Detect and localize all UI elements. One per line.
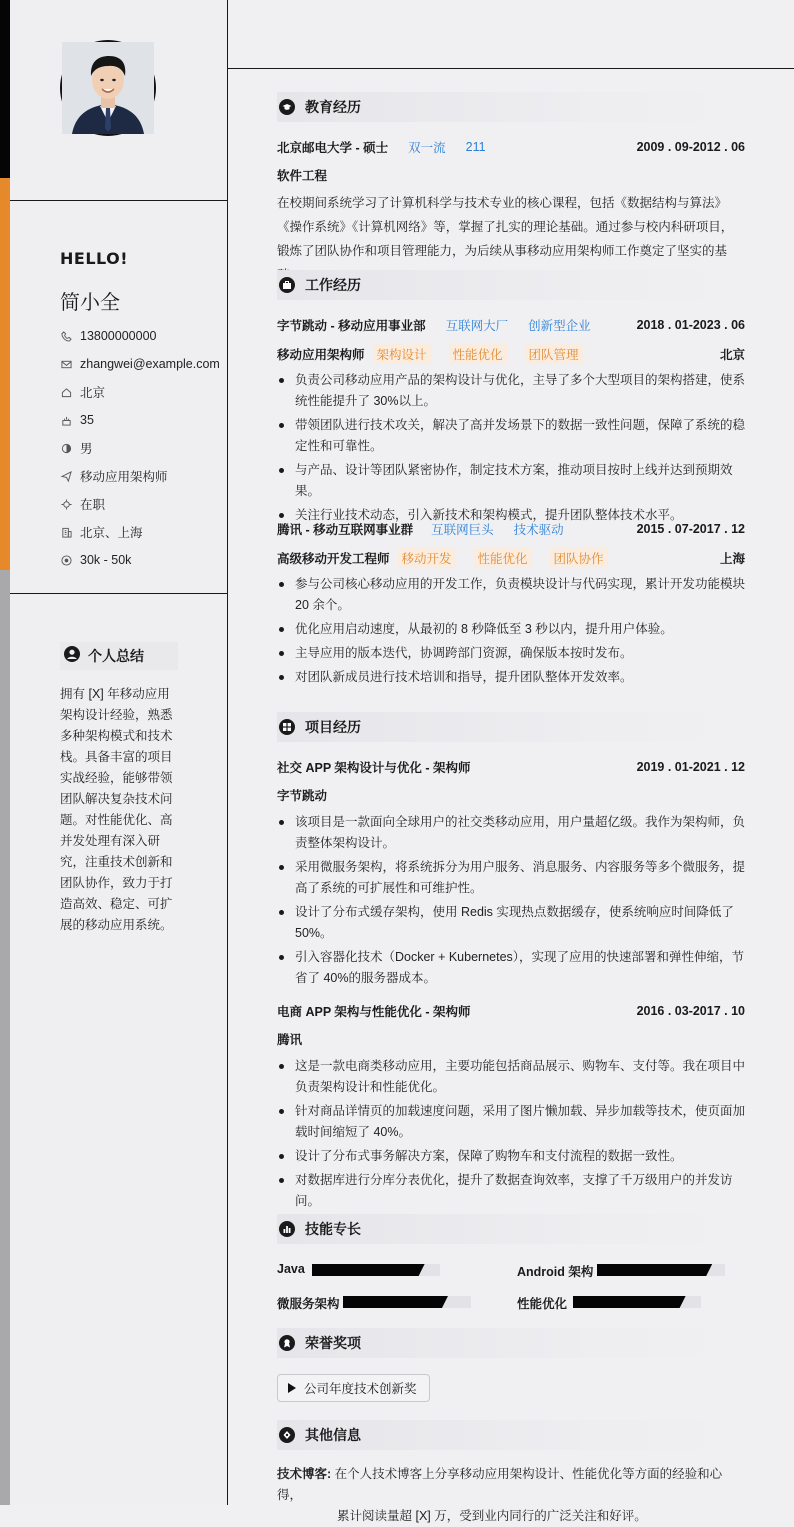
list-item: 引入容器化技术（Docker + Kubernetes），实现了应用的快速部署和弹性伸缩，节省了 40%的服务器成本。	[277, 947, 745, 989]
skill-item	[277, 1294, 340, 1312]
info-text: 35	[80, 413, 94, 427]
section-title: 其他信息	[305, 1427, 361, 1443]
list-item: 该项目是一款面向全球用户的社交类移动应用，用户量超亿级。我作为架构师，负责整体架构设计。	[277, 812, 745, 854]
education-description: 在校期间系统学习了计算机科学与技术专业的核心课程，包括《数据结构与算法》《操作系统》《计算机网络》等，掌握了扎实的理论基础。通过参与校内科研项目，锻炼了团队协作和项目管理能力，为后续从事移动应用架构师工作奠定了坚实的基	[277, 196, 734, 258]
work-bullets	[277, 574, 745, 691]
info-location	[60, 378, 220, 406]
hello-heading: HELLO!	[60, 249, 129, 268]
gender-icon	[60, 442, 72, 454]
info-phone	[60, 322, 220, 350]
home-icon	[60, 386, 72, 398]
skill-tag: 团队协作	[550, 548, 608, 568]
major: 软件工程	[277, 169, 328, 183]
skill-tag: 架构设计	[373, 344, 431, 364]
skill-bar-fill	[597, 1264, 712, 1276]
skill-name: 性能优化	[517, 1297, 568, 1311]
project-period: 2019 . 01-2021 . 12	[636, 760, 745, 774]
other-text: 在个人技术博客上分享移动应用架构设计、性能优化等方面的经验和心得，	[277, 1467, 723, 1502]
school-tag: 211	[465, 140, 486, 154]
building-icon	[60, 526, 72, 538]
sidebar	[10, 0, 228, 1505]
skill-name: Android 架构	[517, 1265, 594, 1279]
list-item: 带领团队进行技术攻关，解决了高并发场景下的数据一致性问题，保障了系统的稳定性和可靠性。	[277, 415, 745, 457]
project-name: 社交 APP 架构设计与优化 - 架构师	[277, 761, 471, 775]
project-period: 2016 . 03-2017 . 10	[636, 1004, 745, 1018]
education-major-row	[277, 166, 745, 184]
work-bullets	[277, 370, 745, 529]
summary-title: 个人总结	[88, 648, 144, 664]
info-text: 移动应用架构师	[80, 470, 168, 484]
other-heading	[277, 1420, 745, 1450]
skill-bar	[597, 1264, 725, 1276]
info-text: zhangwei@example.com	[80, 357, 220, 371]
company-name: 字节跳动 - 移动应用事业部	[277, 319, 426, 333]
section-title: 工作经历	[305, 277, 361, 293]
award-icon	[279, 1335, 295, 1351]
list-item: 主导应用的版本迭代，协调跨部门资源，确保版本按时发布。	[277, 643, 745, 664]
project-bullets	[277, 812, 745, 992]
company-tag: 创新型企业	[528, 319, 591, 333]
project-row	[277, 758, 745, 776]
stripe-black	[0, 0, 10, 178]
skill-bar	[343, 1296, 471, 1308]
avatar-portrait	[62, 42, 154, 134]
info-text: 在职	[80, 498, 106, 512]
info-salary	[60, 546, 220, 574]
salary-icon	[60, 554, 72, 566]
skill-bar-fill	[312, 1264, 425, 1276]
bar-chart-icon	[279, 1221, 295, 1237]
list-item: 关注行业技术动态，引入新技术和架构模式，提升团队整体技术水平。	[277, 505, 745, 526]
info-text: 13800000000	[80, 329, 157, 343]
info-cities	[60, 518, 220, 546]
section-title: 技能专长	[305, 1221, 361, 1237]
award-name: 公司年度技术创新奖	[304, 1382, 417, 1396]
work-city: 北京	[719, 348, 745, 362]
skill-item	[517, 1294, 567, 1312]
skill-item	[277, 1262, 305, 1276]
sidebar-divider	[10, 593, 227, 594]
company-tag: 互联网大厂	[445, 319, 509, 333]
user-circle-icon	[64, 646, 80, 667]
education-school-row	[277, 138, 745, 156]
skills-heading	[277, 1214, 745, 1244]
list-item: 这是一款电商类移动应用，主要功能包括商品展示、购物车、支付等。我在项目中负责架构设计和性能优化。	[277, 1056, 745, 1098]
list-item: 参与公司核心移动应用的开发工作，负责模块设计与代码实现，累计开发功能模块 20 余个。	[277, 574, 745, 616]
skill-bar-fill	[343, 1296, 448, 1308]
list-item: 与产品、设计等团队紧密协作，制定技术方案，推动项目按时上线并达到预期效果。	[277, 460, 745, 502]
stripe-gray	[0, 570, 10, 1505]
awards-heading	[277, 1328, 745, 1358]
work-role-row	[277, 344, 745, 364]
info-gender	[60, 434, 220, 462]
skill-bar	[573, 1296, 701, 1308]
info-text: 北京	[80, 386, 106, 400]
list-item: 对团队新成员进行技术培训和指导，提升团队整体开发效率。	[277, 667, 745, 688]
role-title: 移动应用架构师	[277, 348, 365, 362]
cake-icon	[60, 414, 72, 426]
projects-heading	[277, 712, 745, 742]
info-position	[60, 462, 220, 490]
education-period: 2009 . 09-2012 . 06	[636, 140, 745, 154]
phone-icon	[60, 330, 72, 342]
status-icon	[60, 498, 72, 510]
list-item: 优化应用启动速度，从最初的 8 秒降低至 3 秒以内，提升用户体验。	[277, 619, 745, 640]
work-period: 2015 . 07-2017 . 12	[636, 522, 745, 536]
info-status	[60, 490, 220, 518]
skill-bar-fill	[573, 1296, 686, 1308]
candidate-name: 简小全	[60, 292, 120, 314]
work-company-row	[277, 316, 745, 334]
summary-text: 拥有 [X] 年移动应用架构设计经验，熟悉多种架构模式和技术栈。具备丰富的项目实战经验，能够带领团队解决复杂技术问题。对性能优化、高并发处理有深入研究，注重技术创新和团队协作，致力于打造高效、稳定、可扩展的移动应用系统。	[60, 687, 173, 932]
list-item: 针对商品详情页的加载速度问题，采用了图片懒加载、异步加载等技术，使页面加载时间缩短了 40%。	[277, 1101, 745, 1143]
project-name: 电商 APP 架构与性能优化 - 架构师	[277, 1005, 471, 1019]
skill-tag: 性能优化	[474, 548, 532, 568]
section-title: 教育经历	[305, 99, 361, 115]
other-info	[277, 1464, 745, 1527]
contact-info-list	[60, 322, 220, 574]
skill-name: 微服务架构	[277, 1297, 340, 1311]
skill-item	[517, 1262, 593, 1280]
work-company-row	[277, 520, 745, 538]
color-stripe	[0, 0, 10, 1505]
briefcase-icon	[279, 277, 295, 293]
list-item: 负责公司移动应用产品的架构设计与优化，主导了多个大型项目的架构搭建，使系统性能提升了 30%以上。	[277, 370, 745, 412]
other-label: 技术博客:	[277, 1467, 332, 1481]
header-rule	[228, 68, 794, 69]
section-title: 项目经历	[305, 719, 361, 735]
education-heading	[277, 92, 745, 122]
project-bullets	[277, 1056, 745, 1215]
school-name: 北京邮电大学 - 硕士	[277, 141, 389, 155]
grid-icon	[279, 719, 295, 735]
work-city: 上海	[719, 552, 745, 566]
work-role-row	[277, 548, 745, 568]
send-icon	[60, 470, 72, 482]
play-icon	[288, 1383, 296, 1393]
skill-tag: 移动开发	[398, 548, 456, 568]
project-company-row	[277, 1030, 745, 1048]
info-icon	[279, 1427, 295, 1443]
info-text: 30k - 50k	[80, 553, 132, 567]
sidebar-divider	[10, 200, 227, 201]
other-text-cont: 累计阅读量超 [X] 万，受到业内同行的广泛关注和好评。	[337, 1509, 647, 1523]
skill-bar	[312, 1264, 440, 1276]
project-company-row	[277, 786, 745, 804]
school-tag: 双一流	[408, 141, 446, 155]
avatar	[60, 40, 156, 136]
info-text: 男	[80, 442, 93, 456]
project-row	[277, 1002, 745, 1020]
list-item: 设计了分布式事务解决方案，保障了购物车和支付流程的数据一致性。	[277, 1146, 745, 1167]
stripe-orange	[0, 178, 10, 570]
summary-heading	[60, 642, 178, 670]
project-company: 腾讯	[277, 1033, 303, 1047]
graduation-cap-icon	[279, 99, 295, 115]
work-period: 2018 . 01-2023 . 06	[636, 318, 745, 332]
info-age	[60, 406, 220, 434]
section-title: 荣誉奖项	[305, 1335, 361, 1351]
company-tag: 技术驱动	[513, 523, 564, 537]
skill-tag: 团队管理	[525, 344, 583, 364]
skill-name: Java	[277, 1262, 305, 1276]
skill-tag: 性能优化	[449, 344, 507, 364]
list-item: 采用微服务架构，将系统拆分为用户服务、消息服务、内容服务等多个微服务，提高了系统的可扩展性和可维护性。	[277, 857, 745, 899]
list-item: 对数据库进行分库分表优化，提升了数据查询效率，支撑了千万级用户的并发访问。	[277, 1170, 745, 1212]
role-title: 高级移动开发工程师	[277, 552, 390, 566]
list-item: 设计了分布式缓存架构，使用 Redis 实现热点数据缓存，使系统响应时间降低了 50%。	[277, 902, 745, 944]
info-email	[60, 350, 220, 378]
award-chip	[277, 1374, 430, 1402]
mail-icon	[60, 358, 72, 370]
company-name: 腾讯 - 移动互联网事业群	[277, 523, 414, 537]
info-text: 北京、上海	[80, 526, 143, 540]
project-company: 字节跳动	[277, 789, 328, 803]
company-tag: 互联网巨头	[431, 523, 494, 537]
work-heading	[277, 270, 745, 300]
